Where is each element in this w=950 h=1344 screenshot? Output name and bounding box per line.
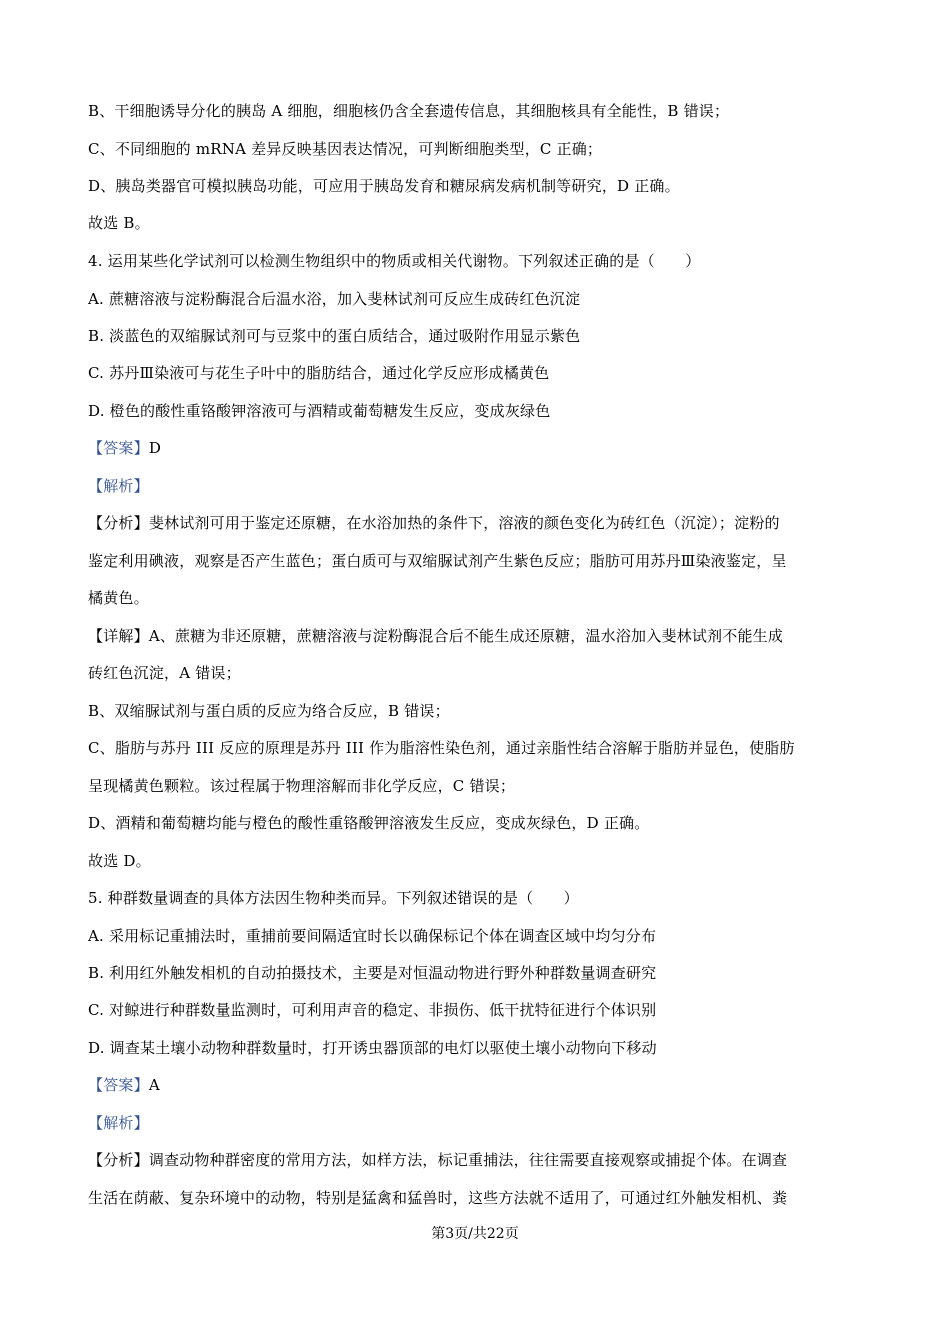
question-5-option-a: A. 采用标记重捕法时，重捕前要间隔适宜时长以确保标记个体在调查区域中均匀分布: [88, 927, 657, 945]
fenxi-4-line: 鉴定利用碘液，观察是否产生蓝色；蛋白质可与双缩脲试剂产生紫色反应；脂肪可用苏丹Ⅲ染液鉴定，呈: [88, 552, 787, 570]
analysis-4-heading: [88, 475, 868, 497]
fenxi-4-line: 橘黄色。: [88, 589, 149, 607]
xiangjie-4-line: [88, 625, 868, 647]
question-4-option-a: A. 蔗糖溶液与淀粉酶混合后温水浴，加入斐林试剂可反应生成砖红色沉淀: [88, 290, 581, 308]
fenxi-4-line: [88, 512, 868, 534]
question-4-option-c: C. 苏丹Ⅲ染液可与花生子叶中的脂肪结合，通过化学反应形成橘黄色: [88, 364, 550, 382]
xiangjie-text: A、蔗糖为非还原糖，蔗糖溶液与淀粉酶混合后不能生成还原糖，温水浴加入斐林试剂不能生成: [148, 627, 784, 645]
question-4-option-d: D. 橙色的酸性重铬酸钾溶液可与酒精或葡萄糖发生反应，变成灰绿色: [88, 402, 551, 420]
xiangjie-4-line: 砖红色沉淀，A 错误；: [88, 664, 241, 682]
question-5: 5. 种群数量调查的具体方法因生物种类而异。下列叙述错误的是（ ）: [88, 889, 579, 907]
answer-value: D: [148, 439, 162, 457]
text-line: D、胰岛类器官可模拟胰岛功能，可应用于胰岛发育和糖尿病发病机制等研究，D 正确。: [88, 177, 680, 195]
question-5-option-c: C. 对鲸进行种群数量监测时，可利用声音的稳定、非损伤、低干扰特征进行个体识别: [88, 1001, 657, 1019]
xiangjie-4-line: 故选 D。: [88, 852, 151, 870]
fenxi-text: 调查动物种群密度的常用方法，如样方法，标记重捕法，往往需要直接观察或捕捉个体。在调查: [148, 1151, 788, 1169]
xiangjie-tag: 【详解】: [88, 627, 149, 645]
analysis-tag: 【解析】: [88, 1114, 149, 1132]
analysis-tag: 【解析】: [88, 477, 149, 495]
xiangjie-4-line: B、双缩脲试剂与蛋白质的反应为络合反应，B 错误；: [88, 702, 450, 720]
text-line: B、干细胞诱导分化的胰岛 A 细胞，细胞核仍含全套遗传信息，其细胞核具有全能性，B 错误；: [88, 102, 730, 120]
text-line: 故选 B。: [88, 214, 150, 232]
answer-tag: 【答案】: [88, 1076, 149, 1094]
answer-4: [88, 437, 868, 459]
xiangjie-4-line: C、脂肪与苏丹 III 反应的原理是苏丹 III 作为脂溶性染色剂，通过亲脂性结合溶解于脂肪并显色，使脂肪: [88, 739, 795, 757]
answer-value: A: [148, 1076, 160, 1094]
fenxi-5-line: [88, 1149, 868, 1171]
fenxi-5-line: 生活在荫蔽、复杂环境中的动物，特别是猛禽和猛兽时，这些方法就不适用了，可通过红外触发相机、粪: [88, 1189, 788, 1207]
question-4: 4. 运用某些化学试剂可以检测生物组织中的物质或相关代谢物。下列叙述正确的是（ ）: [88, 252, 701, 270]
page-number: 第3页/共22页: [431, 1226, 519, 1242]
fenxi-tag: 【分析】: [88, 1151, 149, 1169]
xiangjie-4-line: 呈现橘黄色颗粒。该过程属于物理溶解而非化学反应，C 错误；: [88, 777, 516, 795]
answer-tag: 【答案】: [88, 439, 149, 457]
analysis-5-heading: [88, 1112, 868, 1134]
fenxi-text: 斐林试剂可用于鉴定还原糖，在水浴加热的条件下，溶液的颜色变化为砖红色（沉淀）；淀粉的: [148, 514, 780, 532]
question-5-option-d: D. 调查某土壤小动物种群数量时，打开诱虫器顶部的电灯以驱使土壤小动物向下移动: [88, 1039, 657, 1057]
answer-5: [88, 1074, 868, 1096]
text-line: C、不同细胞的 mRNA 差异反映基因表达情况，可判断细胞类型，C 正确；: [88, 140, 603, 158]
fenxi-tag: 【分析】: [88, 514, 149, 532]
question-4-option-b: B. 淡蓝色的双缩脲试剂可与豆浆中的蛋白质结合，通过吸附作用显示紫色: [88, 327, 581, 345]
xiangjie-4-line: D、酒精和葡萄糖均能与橙色的酸性重铬酸钾溶液发生反应，变成灰绿色，D 正确。: [88, 814, 650, 832]
question-5-option-b: B. 利用红外触发相机的自动拍摄技术，主要是对恒温动物进行野外种群数量调查研究: [88, 964, 657, 982]
